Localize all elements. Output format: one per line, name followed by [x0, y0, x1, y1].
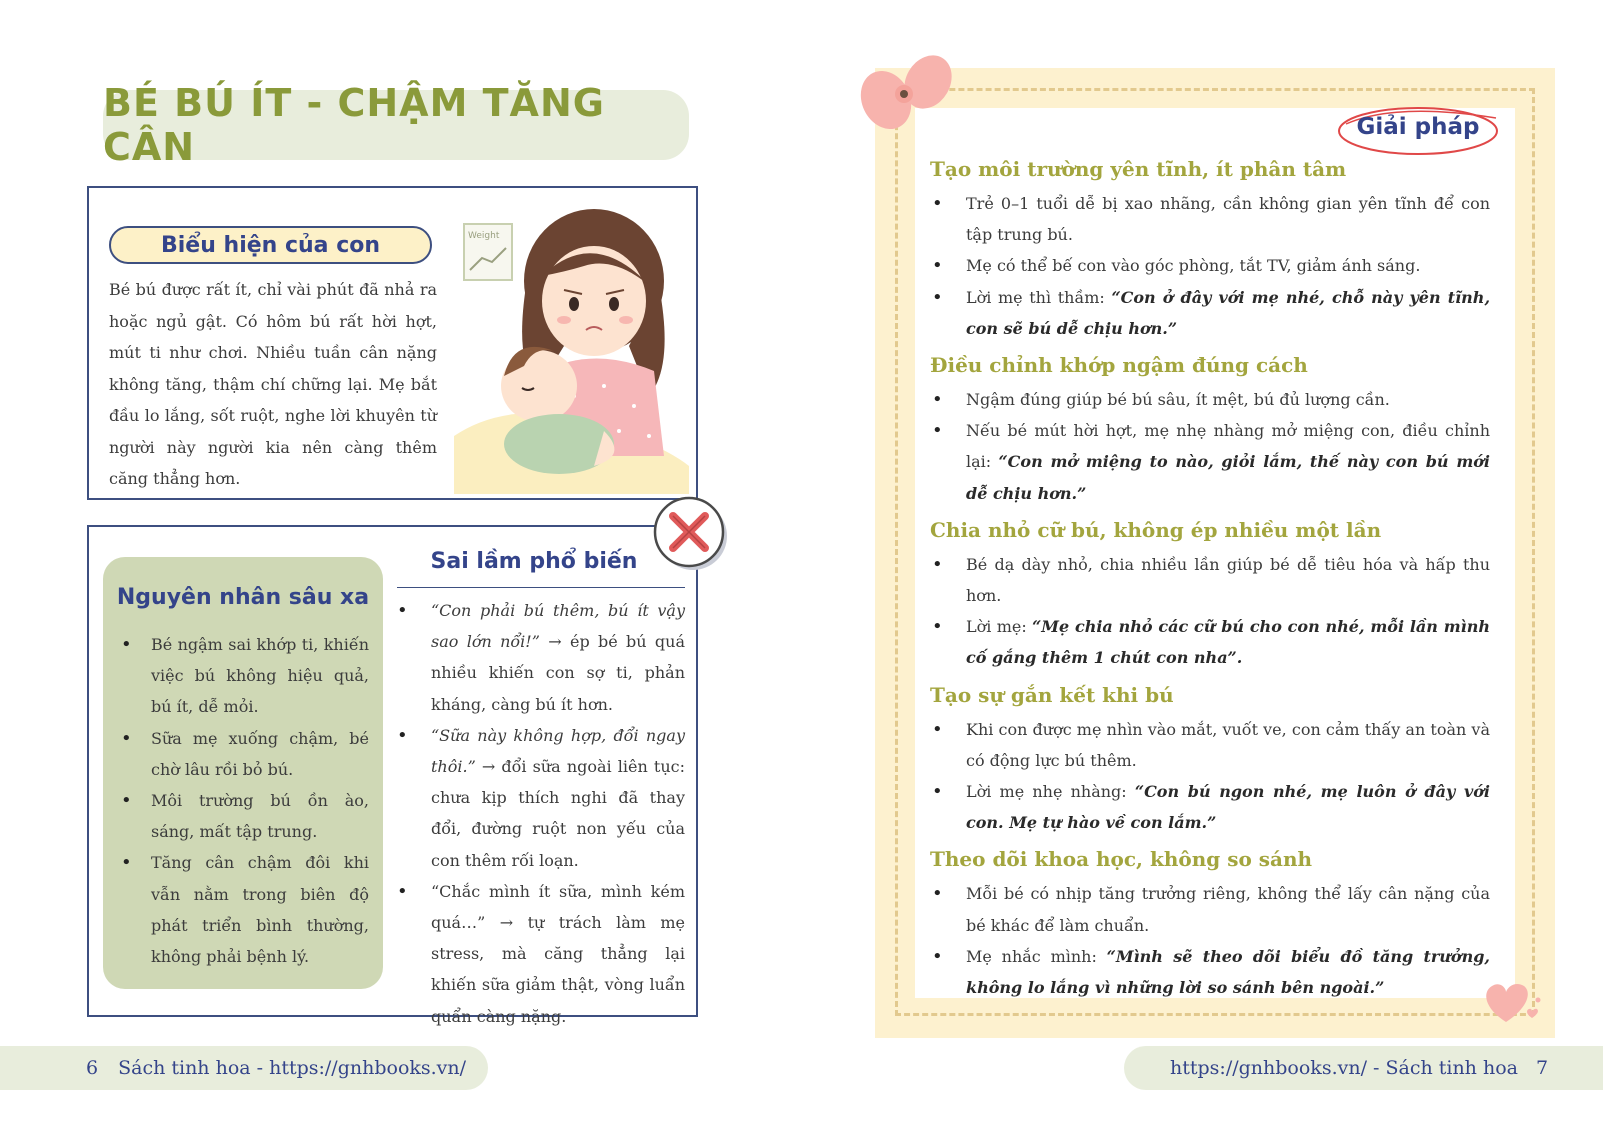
list-item: • Mỗi bé có nhịp tăng trưởng riêng, không thể lấy cân nặng của bé khác để làm chuẩn. — [930, 878, 1490, 940]
list-item: • Lời mẹ: “Mẹ chia nhỏ các cữ bú cho con nhé, mỗi lần mình cố gắng thêm 1 chút con nha”. — [930, 611, 1490, 673]
heart-icon — [1480, 978, 1544, 1028]
causes-mistakes-box — [87, 525, 698, 1026]
page-title-banner — [103, 81, 689, 169]
solution-section — [930, 840, 1490, 1003]
x-mark-icon — [651, 494, 731, 574]
list-item: • Nếu bé mút hời hợt, mẹ nhẹ nhàng mở miệng con, điều chỉnh lại: “Con mở miệng to nào, giỏi lắm, thế này con bú mới dễ chịu hơn.” — [930, 415, 1490, 509]
signs-text: Bé bú được rất ít, chỉ vài phút đã nhả ra hoặc ngủ gật. Có hôm bú rất hời hợt, mút ti như chơi. Nhiều tuần cân nặng không tăng, thậm chí chững lại. Mẹ bắt đầu lo lắng, sốt ruột, nghe lời khuyên từ người này người kia nên càng thêm căng thẳng hơn. — [109, 280, 437, 488]
section-heading: Theo dõi khoa học, không so sánh — [930, 847, 1313, 872]
list-item: • Tăng cân chậm đôi khi vẫn nằm trong biên độ phát triển bình thường, không phải bệnh lý. — [117, 847, 369, 972]
footer-left — [0, 1046, 488, 1090]
list-item: • Ngậm đúng giúp bé bú sâu, ít mệt, bú đủ lượng cần. — [930, 384, 1490, 415]
solution-section — [930, 676, 1490, 839]
mistakes-list — [395, 595, 685, 1032]
mistakes-heading: Sai lầm phổ biến — [430, 549, 638, 574]
solution-section — [930, 150, 1490, 344]
weight-chart-icon — [464, 224, 512, 280]
list-item: • Sữa mẹ xuống chậm, bé chờ lâu rồi bỏ bú. — [117, 723, 369, 785]
mistake-consequence: → ép bé bú quá nhiều khiến con sợ ti, phản kháng, càng bú ít hơn. — [431, 632, 686, 714]
list-item: • Lời mẹ nhẹ nhàng: “Con bú ngon nhé, mẹ luôn ở đây với con. Mẹ tự hào về con lắm.” — [930, 776, 1490, 838]
solution-content — [930, 148, 1490, 1003]
causes-panel — [103, 557, 383, 989]
section-heading: Chia nhỏ cữ bú, không ép nhiều một lần — [930, 517, 1382, 542]
solution-section — [930, 346, 1490, 509]
mother-baby-illustration — [454, 196, 689, 494]
list-item — [395, 595, 685, 720]
list-item — [395, 720, 685, 876]
bow-icon — [858, 52, 958, 132]
signs-box — [87, 186, 698, 500]
section-heading: Điều chỉnh khớp ngậm đúng cách — [930, 353, 1308, 378]
list-item: • Lời mẹ thì thầm: “Con ở đây với mẹ nhé, chỗ này yên tĩnh, con sẽ bú dễ chịu hơn.” — [930, 282, 1490, 344]
solution-section — [930, 511, 1490, 674]
list-item: • Trẻ 0–1 tuổi dễ bị xao nhãng, cần không gian yên tĩnh để con tập trung bú. — [930, 188, 1490, 250]
page-title: BÉ BÚ ÍT - CHẬM TĂNG CÂN — [103, 81, 605, 169]
list-item — [395, 876, 685, 1032]
mistake-quote: “Con phải bú thêm, bú ít vậy sao lớn nổi!” — [431, 601, 685, 652]
page-number: 6 — [86, 1057, 99, 1079]
causes-heading: Nguyên nhân sâu xa — [116, 585, 370, 610]
signs-heading-pill — [109, 226, 432, 264]
footer-text: https://gnhbooks.vn/ - Sách tinh hoa — [1170, 1057, 1518, 1079]
mistake-quote: “Sữa này không hợp, đổi ngay thôi.” — [431, 725, 685, 777]
footer-right — [1124, 1046, 1603, 1090]
list-item: • Mẹ nhắc mình: “Mình sẽ theo dõi biểu đồ tăng trưởng, không lo lắng vì những lời so sánh bên ngoài.” — [930, 941, 1490, 1003]
list-item: • Bé ngậm sai khớp ti, khiến việc bú không hiệu quả, bú ít, dễ mỏi. — [117, 629, 369, 723]
list-item: • Bé dạ dày nhỏ, chia nhiều lần giúp bé dễ tiêu hóa và hấp thu hơn. — [930, 549, 1490, 611]
list-item: • Mẹ có thể bế con vào góc phòng, tắt TV, giảm ánh sáng. — [930, 250, 1490, 281]
causes-list — [117, 629, 369, 972]
section-heading: Tạo môi trường yên tĩnh, ít phân tâm — [930, 157, 1347, 181]
mistake-consequence: “Chắc mình ít sữa, mình kém quá…” → tự trách làm mẹ stress, mà căng thẳng lại khiến sữa giảm thật, vòng luẩn quẩn càng nặng. — [431, 881, 685, 1026]
page-number: 7 — [1535, 1057, 1549, 1079]
list-item: • Môi trường bú ồn ào, sáng, mất tập trung. — [117, 785, 369, 847]
mistakes-divider — [397, 587, 685, 588]
mistake-consequence: → đổi sữa ngoài liên tục: chưa kịp thích nghi đã thay đổi, đường ruột non yếu của con thêm rối loạn. — [431, 757, 685, 870]
weight-chart-label: Weight — [468, 231, 500, 241]
list-item: • Khi con được mẹ nhìn vào mắt, vuốt ve, con cảm thấy an toàn và có động lực bú thêm. — [930, 714, 1490, 776]
solution-tag-label: Giải pháp — [1356, 114, 1480, 140]
section-heading: Tạo sự gắn kết khi bú — [930, 682, 1174, 707]
footer-text: Sách tinh hoa - https://gnhbooks.vn/ — [118, 1057, 467, 1079]
signs-heading: Biểu hiện của con — [160, 232, 381, 258]
